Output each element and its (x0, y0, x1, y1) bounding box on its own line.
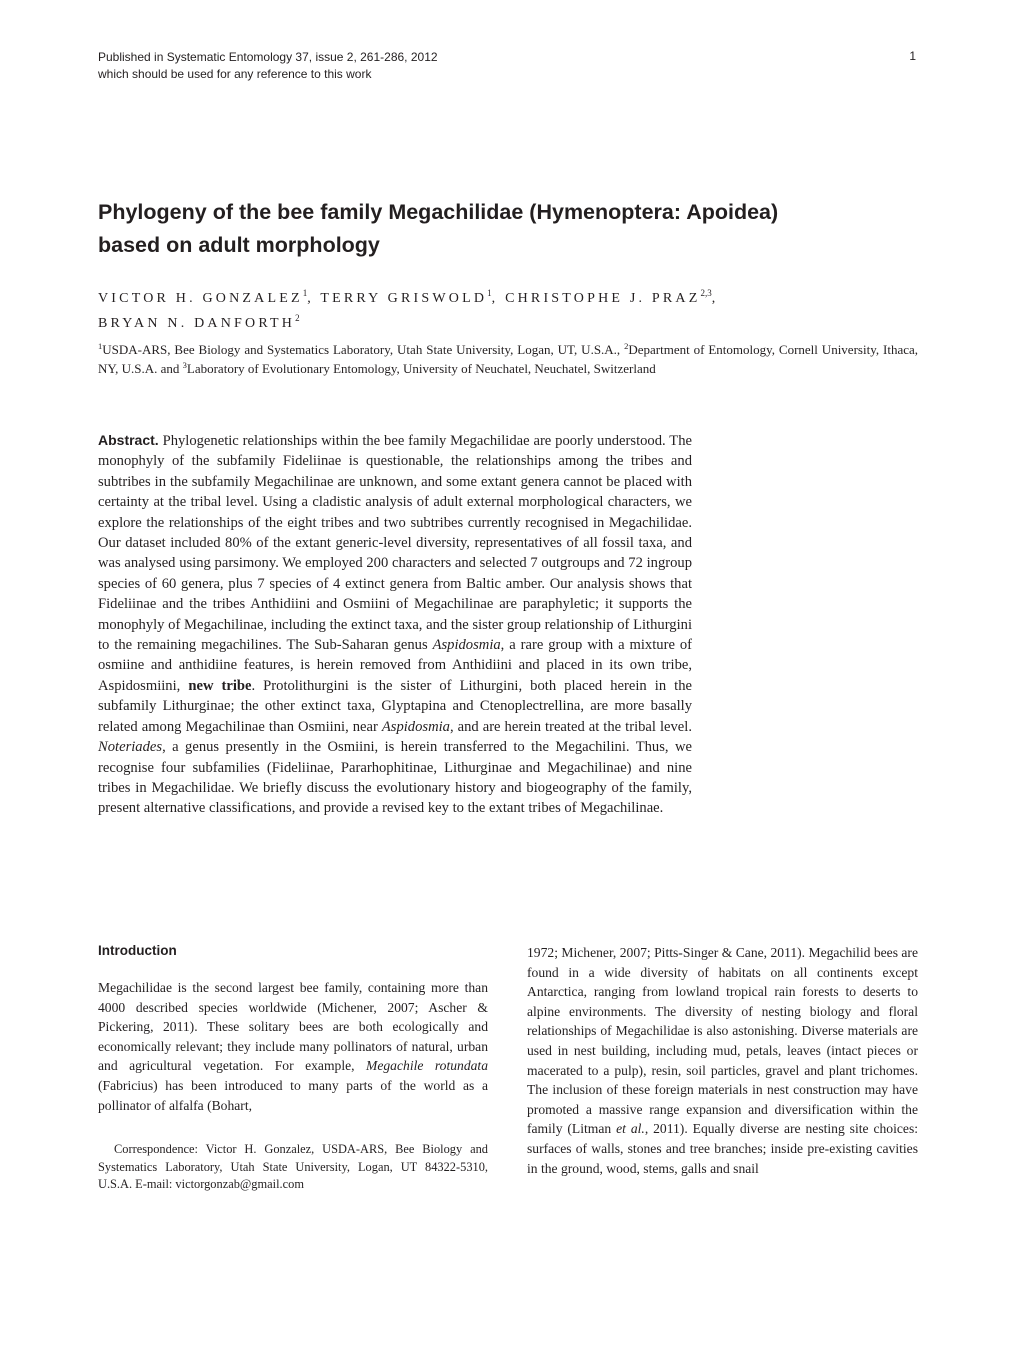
title-line-1: Phylogeny of the bee family Megachilidae (Hymenoptera: Apoidea) (98, 200, 779, 224)
author-affiliation-mark: 1 (487, 288, 492, 298)
intro-left-column: Megachilidae is the second largest bee family, containing more than 4000 described species worldwide (Michener, 2007; Ascher & Pickering, 2011). These solitary bees are both ecologically and economically relevant; they include many pollinators of natural, urban and agricultural vegetation. For example, Megachile rotundata (Fabricius) has been introduced to many parts of the world as a pollinator of alfalfa (Bohart, (98, 980, 488, 1113)
abstract-label: Abstract. (98, 432, 159, 448)
article-title (98, 196, 918, 262)
section-heading-introduction: Introduction (98, 943, 177, 958)
author-line-2 (98, 311, 928, 336)
author-affiliation-mark: 1 (302, 288, 308, 298)
author-name: TERRY GRISWOLD (320, 291, 488, 306)
publication-note (98, 49, 438, 83)
intro-right-column: 1972; Michener, 2007; Pitts-Singer & Cane, 2011). Megachilid bees are found in a wide diversity of habitats on all continents except Antarctica, ranging from lowland tropical rain forests to deserts to alpine environments. The diversity of nesting biology and floral relationships of Megachilidae is also astonishing. Diverse materials are used in nest building, including mud, petals, leaves (intact pieces or macerated to a pulp), resin, soil particles, gravel and plant trichomes. The inclusion of these foreign materials in nest construction may have promoted a massive range expansion and diversification within the family (Litman et al., 2011). Equally diverse are nesting site choices: surfaces of walls, stones and tree branches; inside pre-existing cavities in the ground, wood, stems, galls and snail (527, 945, 919, 1176)
correspondence-footnote: Correspondence: Victor H. Gonzalez, USDA-ARS, Bee Biology and Systematics Laboratory, Utah State University, Logan, UT 84322-5310, U.S.A. E-mail: victorgonzab@gmail.com (98, 1142, 488, 1191)
reference-line: which should be used for any reference to this work (98, 67, 372, 81)
abstract: Abstract. Phylogenetic relationships within the bee family Megachilidae are poorly understood. The monophyly of the subfamily Fideliinae is questionable, the relationships among the tribes and subtribes in the subfamily Megachilinae are unknown, and some extant genera cannot be placed with certainty at the tribal level. Using a cladistic analysis of adult external morphological characters, we explore the relationships of the eight tribes and two subtribes currently recognised in Megachilidae. Our dataset included 80% of the extant generic-level diversity, representatives of all fossil taxa, and was analysed using parsimony. We employed 200 characters and selected 7 outgroups and 72 ingroup species of 60 genera, plus 7 species of 4 extinct genera from Baltic amber. Our analysis shows that Fideliinae and the tribes Anthidiini and Osmiini of Megachilinae are paraphyletic; it supports the monophyly of Megachilinae, including the extinct taxa, and the sister group relationship of Lithurgini to the remaining megachilines. The Sub-Saharan genus Aspidosmia, a rare group with a mixture of osmiine and anthidiine features, is herein removed from Anthidiini and placed in its own tribe, Aspidosmiini, new tribe. Protolithurgini is the sister of Lithurgini, both placed herein in the subfamily Lithurginae; the other extinct taxa, Glyptapina and Ctenoplectrellina, are more basally related among Megachilinae than Osmiini, near Aspidosmia, and are herein treated at the tribal level. Noteriades, a genus presently in the Osmiini, is herein transferred to the Megachilini. Thus, we recognise four subfamilies (Fideliinae, Pararhophitinae, Lithurginae and Megachilinae) and nine tribes in Megachilidae. We briefly discuss the evolutionary history and biogeography of the family, present alternative classifications, and provide a revised key to the extant tribes of Megachilinae. (98, 432, 693, 817)
title-line-2: based on adult morphology (98, 233, 380, 257)
affiliations: $^1$USDA-ARS, Bee Biology and Systematics Laboratory, Utah State University, Logan, UT, U.S.A., $^2$Department of Entomology, Cornell University, Ithaca, NY, U.S.A. and $^3$Laboratory of Evolutionary Entomology, University of Neuchatel, Neuchatel, Switzerland (98, 341, 918, 376)
author-name: BRYAN N. DANFORTH (98, 316, 296, 331)
author-list (98, 286, 928, 336)
author-name: CHRISTOPHE J. PRAZ (505, 291, 701, 306)
publication-line: Published in Systematic Entomology 37, issue 2, 261-286, 2012 (98, 50, 438, 64)
author-affiliation-mark: 2 (295, 313, 300, 323)
author-line-1: VICTOR H. GONZALEZ$^1$, TERRY GRISWOLD$^1$, CHRISTOPHE J. PRAZ$^{2,3}$, (98, 288, 719, 306)
author-affiliation-mark: 2,3 (700, 288, 712, 298)
author-name: VICTOR H. GONZALEZ (98, 291, 303, 306)
page-number: 1 (909, 49, 916, 63)
